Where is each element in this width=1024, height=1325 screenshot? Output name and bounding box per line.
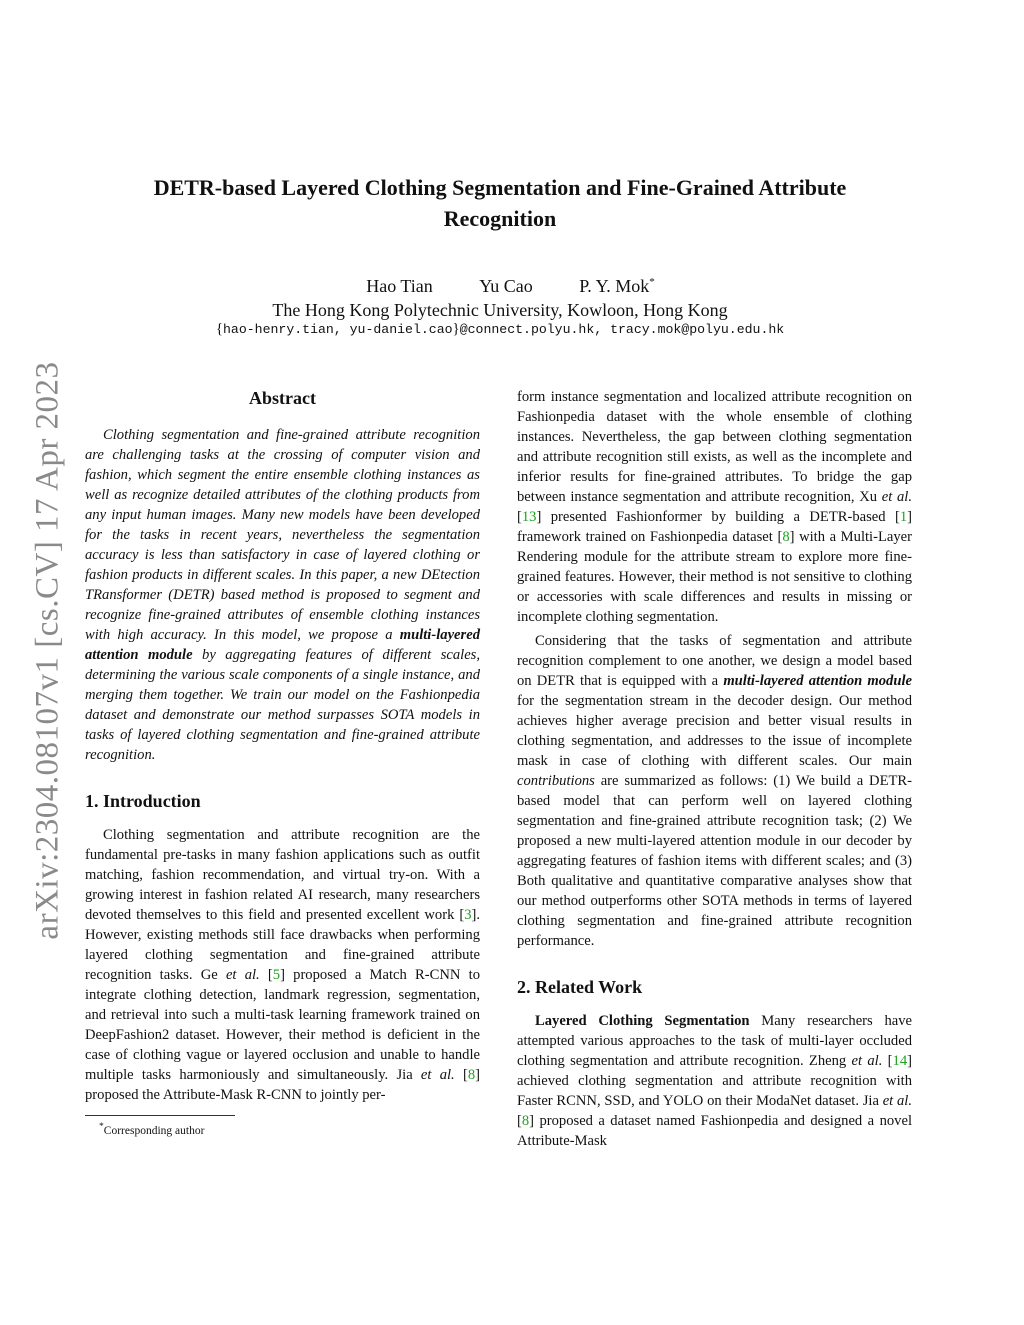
abstract-heading: Abstract (249, 388, 316, 408)
email-rest: @connect.polyu.hk, tracy.mok@polyu.edu.hk (459, 322, 785, 337)
email-group: hao-henry.tian, yu-daniel.cao (223, 322, 453, 337)
footnote: *Corresponding author (99, 1121, 205, 1137)
author-3: P. Y. Mok* (579, 276, 655, 296)
related-paragraph: Layered Clothing Segmentation Many researchers have attempted various approaches to the task of multi-layer occluded clothing segmentation and attribute recognition. Zheng et al. [14] achieved clothing segmentation and attribute recognition with Faster RCNN, SSD, and YOLO on their ModaNet dataset. Jia et al. [8] proposed a dataset named Fashionpedia and designed a novel Attribute-Mask (517, 1013, 913, 1149)
affiliation: The Hong Kong Polytechnic University, Kowloon, Hong Kong (272, 300, 728, 320)
intro-paragraph: Clothing segmentation and attribute recognition are the fundamental pre-tasks in many fashion applications such as outfit matching, fashion recommendation, and virtual try-on. With a growing interest in fashion related AI research, many researchers devoted themselves to this field and presented excellent work [3]. However, existing methods still face drawbacks when performing layered clothing segmentation and fine-grained attribute recognition tasks. Ge et al. [5] proposed a Match R-CNN to integrate clothing detection, landmark regression, segmentation, and retrieval into such a multi-task learning framework trained on DeepFashion2 dataset. However, their method is deficient in the case of clothing vague or layered occlusion and unable to handle multiple tasks harmoniously and simultaneously. Jia et al. [8] proposed the Attribute-Mask R-CNN to jointly per- (85, 827, 481, 1103)
intro-paragraph-2: Considering that the tasks of segmentation and attribute recognition complement to one another, we design a model based on DETR that is equipped with a multi-layered attention module for the segmentation stream in the decoder design. Our method achieves higher average precision and better visual results in clothing segmentation, and addresses to the issue of incomplete mask in case of clothing with different scales. Our main contributions are summarized as follows: (1) We build a DETR-based model that can perform well on layered clothing segmentation and fine-grained attribute recognition task; (2) We proposed a new multi-layered attention module in our decoder by aggregating features of fashion items with different scales; and (3) Both qualitative and quantitative comparative analyses show that our method outperforms other SOTA methods in terms of layered clothing segmentation and fine-grained attribute recognition performance. (517, 633, 912, 949)
title-line-2: Recognition (443, 206, 557, 231)
section-heading-introduction: 1. Introduction (85, 791, 201, 811)
footnote-divider (85, 1115, 235, 1116)
author-1: Hao Tian (366, 276, 433, 296)
citation-link[interactable]: 5 (272, 967, 281, 983)
arxiv-id: arXiv:2304.08107v1 [cs.CV] 17 Apr 2023 (29, 360, 66, 940)
arxiv-stamp (28, 350, 68, 950)
citation-link[interactable]: 8 (467, 1067, 476, 1083)
right-column (517, 387, 912, 1155)
title-line-1: DETR-based Layered Clothing Segmentation and Fine-Grained Attribute (153, 175, 847, 200)
run-in-heading: Layered Clothing Segmentation (535, 1013, 750, 1029)
citation-link[interactable]: 8 (521, 1113, 530, 1129)
author-2: Yu Cao (479, 276, 533, 296)
citation-link[interactable]: 13 (521, 509, 537, 525)
citation-link[interactable]: 14 (892, 1053, 908, 1069)
author-names (100, 270, 900, 298)
author-block (100, 270, 900, 322)
section-heading-related-work: 2. Related Work (517, 977, 643, 997)
abstract-text: Clothing segmentation and fine-grained attribute recognition are challenging tasks at the crossing of computer vision and fashion, which segment the entire ensemble clothing instances as well as recognize detailed attributes of the clothing products from any input human images. Many new models have been developed for the tasks in recent years, nevertheless the segmentation accuracy is less than satisfactory in case of layered clothing or fashion products in different scales. In this paper, a new DEtection TRansformer (DETR) based method is proposed to segment and recognize fine-grained attributes of ensemble clothing instances with high accuracy. In this model, we propose a multi-layered attention module by aggregating features of different scales, determining the various scale components of a single instance, and merging them together. We train our model on the Fashionpedia dataset and demonstrate our method surpasses SOTA models in tasks of layered clothing segmentation and fine-grained attribute recognition. (85, 427, 481, 763)
citation-link[interactable]: 3 (464, 907, 472, 923)
email-line: {hao-henry.tian, yu-daniel.cao}@connect.polyu.hk, tracy.mok@polyu.edu.hk (215, 321, 785, 337)
intro-paragraph-cont: form instance segmentation and localized attribute recognition on Fashionpedia dataset with the whole ensemble of clothing instances. Nevertheless, the gap between clothing segmentation and attribute recognition still exists, as well as the incomplete and inferior results for fine-grained attributes. To bridge the gap between instance segmentation and attribute recognition, Xu et al. [13] presented Fashionformer by building a DETR-based [1] framework trained on Fashionpedia dataset [8] with a Multi-Layer Rendering module for the attribute stream to explore more fine-grained features. However, their method is not sensitive to clothing or accessories with scale differences and results in missing or incomplete clothing segmentation. (517, 389, 912, 625)
corresponding-mark: * (649, 276, 655, 288)
left-column (85, 386, 480, 1139)
citation-link[interactable]: 1 (899, 509, 908, 525)
citation-link[interactable]: 8 (782, 529, 790, 545)
paper-title (100, 172, 900, 234)
abstract-emphasis: multi-layered attention module (85, 627, 480, 663)
